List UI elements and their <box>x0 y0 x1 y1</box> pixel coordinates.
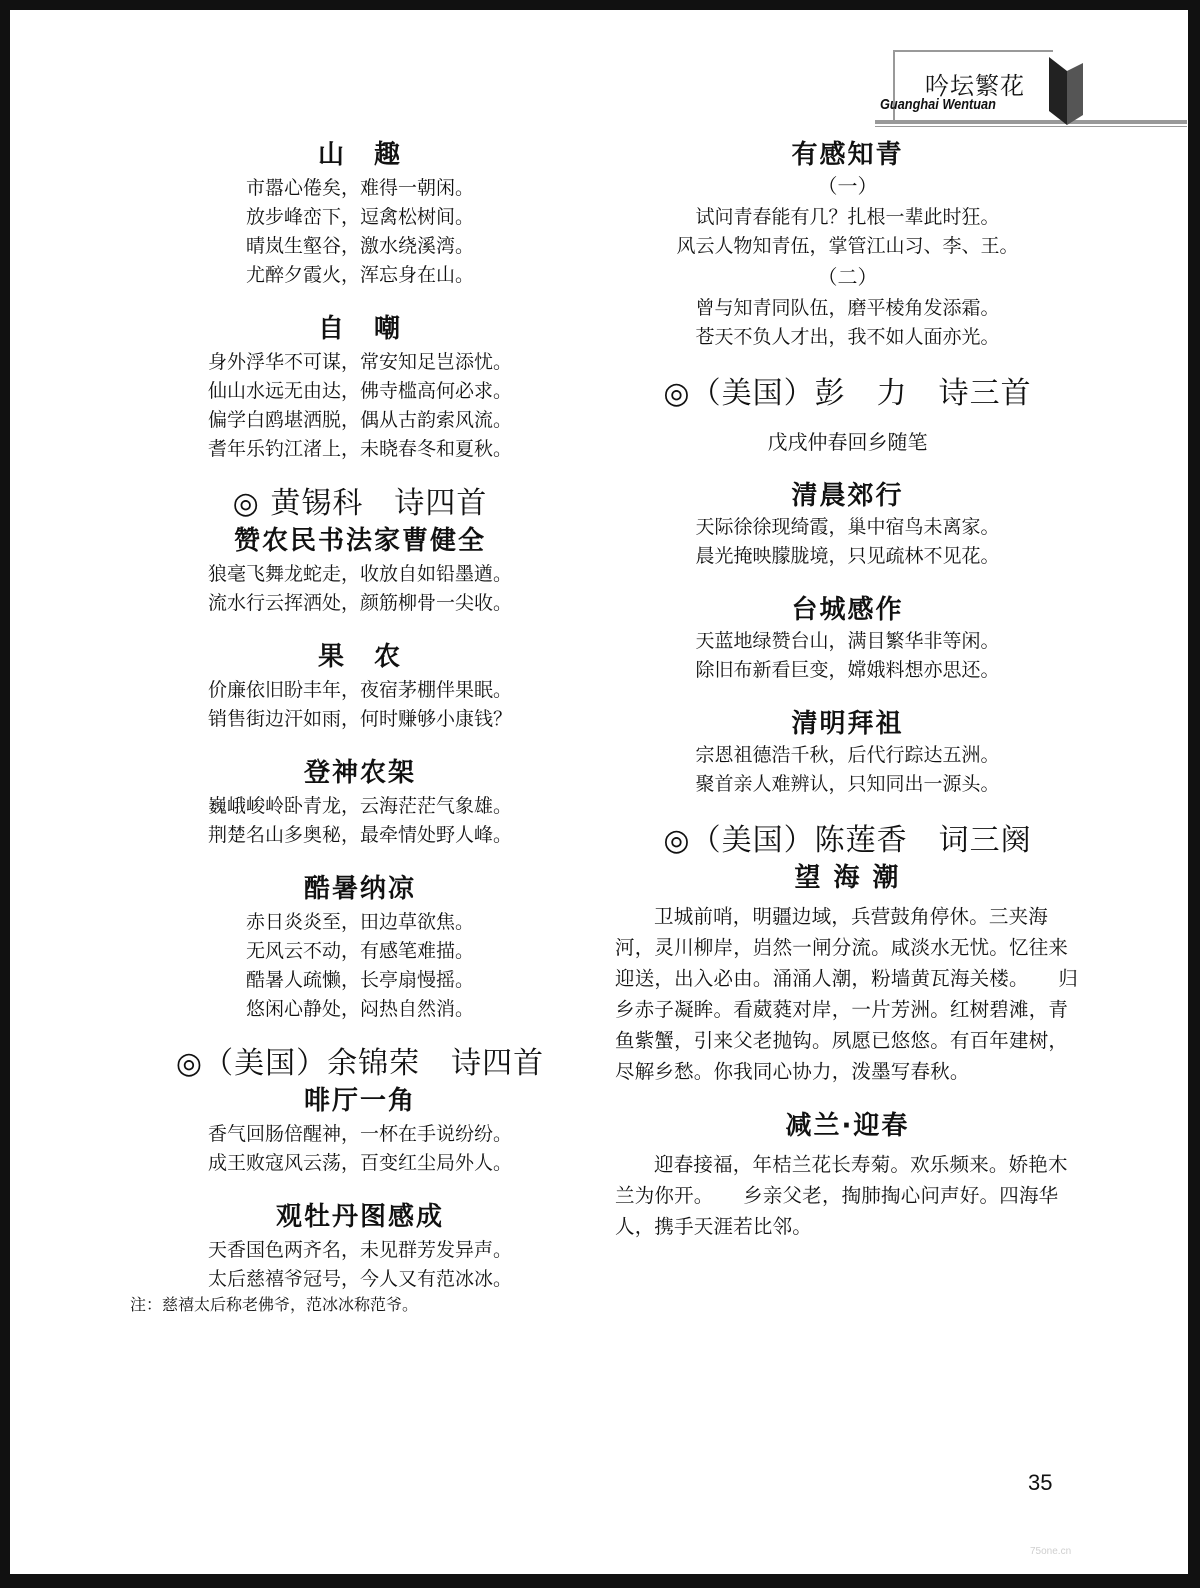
ci-paragraph: 迎春接福，年桔兰花长寿菊。欢乐频来。娇艳木兰为你开。 乡亲父老，掏肺掏心问声好。四海华人，携手天涯若比邻。 <box>615 1153 1068 1238</box>
poem-title <box>615 140 1080 170</box>
poem-title-text: 望 海 潮 <box>794 863 901 893</box>
poem-line: 成王败寇风云荡，百变红尘局外人。 <box>207 1152 512 1174</box>
ci-body <box>615 901 1080 1087</box>
poem-title-text: 啡厅一角 <box>303 1086 416 1116</box>
poem-line: 悠闲心静处，闷热自然消。 <box>245 998 474 1020</box>
section-title: 吟坛繁花 <box>925 72 1025 100</box>
ci-paragraph: 卫城前哨，明疆边域，兵营鼓角停休。三夹海河，灵川柳岸，岿然一闸分流。咸淡水无忧。忆往来迎送，出入必由。涌涌人潮，粉墙黄瓦海关楼。 归乡赤子凝眸。看葳蕤对岸，一片芳洲。红树碧滩，青鱼紫蟹，引来父老抛钩。夙愿已悠悠。有百年建树，尽解乡愁。你我同心协力，泼墨写春秋。 <box>615 905 1079 1083</box>
poem-line: 苍天不负人才出，我不如人面亦光。 <box>695 326 1000 348</box>
subsection-label <box>615 428 1080 457</box>
poem-title <box>140 1086 580 1116</box>
poem-line: 放步峰峦下，逗禽松树间。 <box>245 206 474 228</box>
author-heading-text: ◎（美国）陈莲香 词三阕 <box>663 823 1032 858</box>
poem-line: 荆楚名山多奥秘，最牵情处野人峰。 <box>207 824 512 846</box>
poem-title-text: 有感知青 <box>791 140 904 170</box>
poem-line: 太后慈禧爷冠号，今人又有范冰冰。 <box>207 1268 512 1290</box>
poem-line: 晴岚生壑谷，激水绕溪湾。 <box>245 235 474 257</box>
poem-title-text: 观牡丹图感成 <box>275 1202 444 1232</box>
section-subtitle: Guanghai Wentuan <box>880 96 996 113</box>
poem-line: 仙山水远无由达，佛寺槛高何必求。 <box>207 380 512 402</box>
footnote <box>130 1294 580 1316</box>
book-corner-icon <box>1045 55 1085 127</box>
poem-title-text: 果 农 <box>317 642 402 672</box>
poem-title <box>140 874 580 904</box>
poem-body <box>615 294 1080 352</box>
poem-line: 赤日炎炎至，田边草欲焦。 <box>245 911 474 933</box>
poem-body <box>615 627 1080 685</box>
poem-line: 无风云不动，有感笔难描。 <box>245 940 474 962</box>
header-rule <box>875 126 1187 127</box>
poem-body <box>140 676 580 734</box>
poem-body <box>140 908 580 1024</box>
poem-line: 天香国色两齐名，未见群芳发异声。 <box>207 1239 512 1261</box>
left-column <box>130 140 580 1316</box>
author-heading <box>615 376 1080 412</box>
poem-title-text: 登神农架 <box>303 758 416 788</box>
watermark: 75one.cn <box>1030 1546 1072 1557</box>
poem-title <box>615 595 1080 625</box>
poem-title-text: 减兰·迎春 <box>785 1111 910 1141</box>
author-heading-text: ◎（美国）彭 力 诗三首 <box>663 376 1032 411</box>
poem-line: 耆年乐钓江渚上，未晓春冬和夏秋。 <box>207 438 512 460</box>
poem-body <box>615 513 1080 571</box>
poem-line: 风云人物知青伍，掌管江山习、李、王。 <box>676 235 1019 257</box>
subsection-label <box>615 263 1080 292</box>
ci-body <box>615 1149 1080 1242</box>
poem-line: 聚首亲人难辨认，只知同出一源头。 <box>695 773 1000 795</box>
poem-title-text: 台城感作 <box>791 595 904 625</box>
poem-title-text: 赞农民书法家曹健全 <box>233 526 486 556</box>
poem-title-text: 自 嘲 <box>317 314 402 344</box>
poem-title <box>140 140 580 170</box>
header-rule <box>875 120 1187 124</box>
poem-title <box>140 758 580 788</box>
poem-title <box>140 314 580 344</box>
poem-title <box>615 709 1080 739</box>
poem-title <box>140 526 580 556</box>
poem-line: 曾与知青同队伍，磨平棱角发添霜。 <box>695 297 1000 319</box>
poem-line: 宗恩祖德浩千秋，后代行踪达五洲。 <box>695 744 1000 766</box>
poem-body <box>140 174 580 290</box>
poem-line: 流水行云挥洒处，颜筋柳骨一尖收。 <box>207 592 512 614</box>
subsection-label-text: （一） <box>817 174 878 198</box>
poem-title <box>140 642 580 672</box>
poem-title-text: 清明拜祖 <box>791 709 904 739</box>
poem-line: 香气回肠倍醒神，一杯在手说纷纷。 <box>207 1123 512 1145</box>
author-heading <box>140 486 580 522</box>
author-heading <box>615 823 1080 859</box>
poem-line: 价廉依旧盼丰年，夜宿茅棚伴果眠。 <box>207 679 512 701</box>
poem-title-text: 山 趣 <box>317 140 402 170</box>
poem-body <box>140 1236 580 1294</box>
poem-title <box>140 1202 580 1232</box>
author-heading <box>140 1046 580 1082</box>
poem-line: 晨光掩映朦胧境，只见疏林不见花。 <box>695 545 1000 567</box>
poem-body <box>140 348 580 464</box>
poem-body <box>615 741 1080 799</box>
footnote-text: 注：慈禧太后称老佛爷，范冰冰称范爷。 <box>130 1295 419 1314</box>
poem-line: 销售街边汗如雨，何时赚够小康钱？ <box>207 708 512 730</box>
poem-title-text: 清晨郊行 <box>791 481 904 511</box>
author-heading-text: ◎ 黄锡科 诗四首 <box>232 486 488 521</box>
poem-title <box>615 863 1080 893</box>
author-heading-text: ◎（美国）余锦荣 诗四首 <box>175 1046 545 1081</box>
page-number: 35 <box>1028 1470 1053 1495</box>
poem-body <box>140 1120 580 1178</box>
poem-line: 试问青春能有几？扎根一辈此时狂。 <box>695 206 1000 228</box>
subsection-label <box>615 172 1080 201</box>
subsection-label-text: 戊戌仲春回乡随笔 <box>767 430 928 454</box>
poem-body <box>140 560 580 618</box>
poem-line: 狼毫飞舞龙蛇走，收放自如铅墨遒。 <box>207 563 512 585</box>
poem-title-text: 酷暑纳凉 <box>303 874 416 904</box>
subsection-label-text: （二） <box>817 265 878 289</box>
header-rule <box>893 50 1053 52</box>
poem-body <box>140 792 580 850</box>
poem-title <box>615 1111 1080 1141</box>
poem-title <box>615 481 1080 511</box>
poem-line: 巍峨峻岭卧青龙，云海茫茫气象雄。 <box>207 795 512 817</box>
poem-line: 尤醉夕霞火，浑忘身在山。 <box>245 264 474 286</box>
poem-line: 偏学白鸥堪洒脱，偶从古韵索风流。 <box>207 409 512 431</box>
poem-line: 市嚣心倦矣，难得一朝闲。 <box>245 177 474 199</box>
poem-body <box>615 203 1080 261</box>
poem-line: 身外浮华不可谋，常安知足岂添忧。 <box>207 351 512 373</box>
right-column <box>615 140 1080 1242</box>
poem-line: 天际徐徐现绮霞，巢中宿鸟未离家。 <box>695 516 1000 538</box>
poem-line: 天蓝地绿赞台山，满目繁华非等闲。 <box>695 630 1000 652</box>
poem-line: 除旧布新看巨变，嫦娥料想亦思还。 <box>695 659 1000 681</box>
poem-line: 酷暑人疏懒，长亭扇慢摇。 <box>245 969 474 991</box>
